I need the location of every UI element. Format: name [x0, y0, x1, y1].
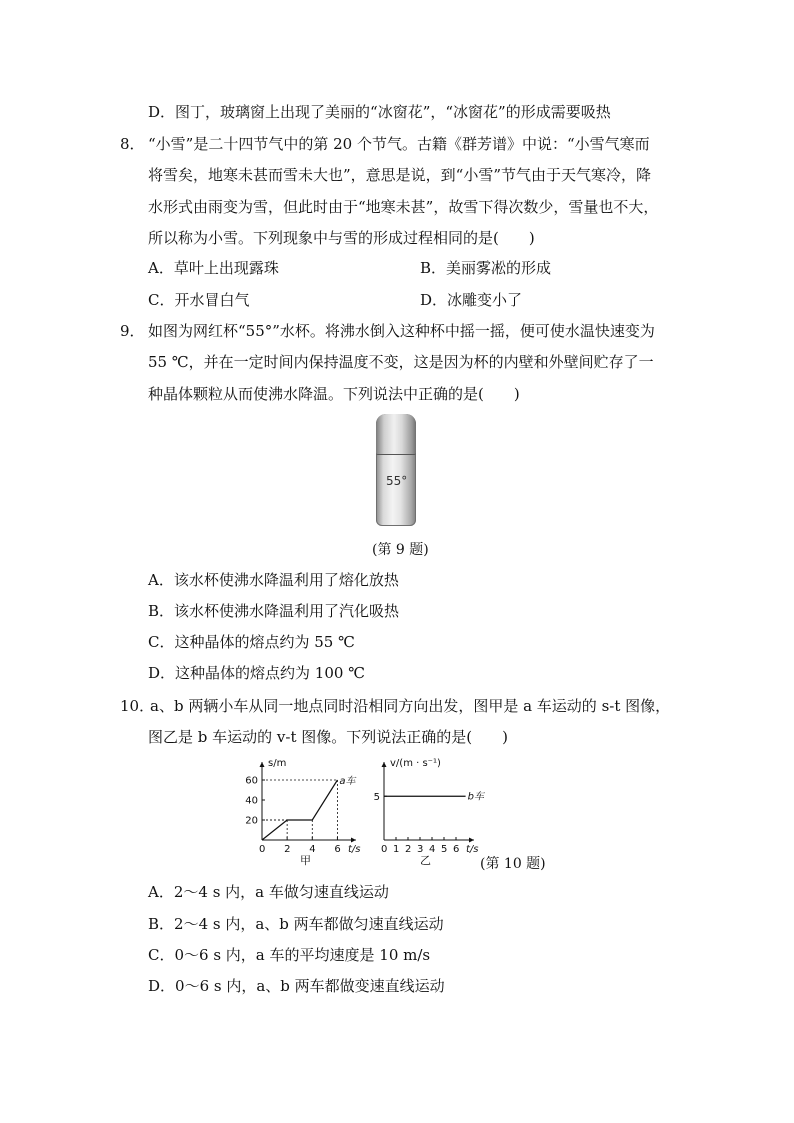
- y-tick-label: 5: [373, 791, 380, 803]
- q8-line-2: 将雪矣，地寒未甚而雪未大也”，意思是说，到“小雪”节气由于天气寒冷，降: [148, 166, 652, 184]
- x-tick-label: 5: [441, 844, 448, 855]
- x-tick-label: 1: [393, 844, 400, 855]
- q10-number: 10．: [120, 697, 155, 715]
- q10-option-b: B．2～4 s 内，a、b 两车都做匀速直线运动: [148, 915, 444, 933]
- q9-option-b: B．该水杯使沸水降温利用了汽化吸热: [148, 602, 400, 620]
- x-axis-arrow: [469, 838, 474, 843]
- q8-option-b: B．美丽雾凇的形成: [420, 259, 552, 277]
- x-tick-label: 2: [284, 844, 291, 855]
- x-tick-label: 0: [259, 844, 266, 855]
- x-tick-label: 2: [405, 844, 412, 855]
- q10-option-c: C．0～6 s 内，a 车的平均速度是 10 m/s: [148, 946, 431, 964]
- y-axis-label: v/(m · s⁻¹): [390, 758, 441, 769]
- q8-line-4: 所以称为小雪。下列现象中与雪的形成过程相同的是( ): [148, 229, 535, 247]
- q9-caption: (第 9 题): [372, 542, 429, 558]
- series-label: a车: [339, 776, 356, 787]
- chart-title: 乙: [420, 854, 431, 867]
- x-tick-label: 0: [381, 844, 388, 855]
- y-tick-label: 60: [245, 775, 258, 787]
- q10-line-1: a、b 两辆小车从同一地点同时沿相同方向出发，图甲是 a 车运动的 s-t 图像，: [150, 697, 671, 715]
- q8-line-3: 水形式由雨变为雪，但此时由于“地寒未甚”，故雪下得次数少，雪量也不大，: [148, 198, 659, 216]
- q9-number: 9．: [120, 322, 145, 340]
- chart-title: 甲: [300, 854, 311, 867]
- x-axis-label: t/s: [466, 844, 479, 855]
- y-axis-arrow: [382, 762, 387, 767]
- x-axis-arrow: [351, 838, 356, 843]
- chart-vt-graph-b: [370, 756, 486, 868]
- x-axis-label: t/s: [348, 844, 361, 855]
- q9-option-a: A．该水杯使沸水降温利用了熔化放热: [148, 571, 399, 589]
- x-tick-label: 6: [453, 844, 460, 855]
- q10-line-2: 图乙是 b 车运动的 v-t 图像。下列说法正确的是( ): [148, 728, 508, 746]
- q10-option-d: D．0～6 s 内，a、b 两车都做变速直线运动: [148, 977, 445, 995]
- q8-line-1: “小雪”是二十四节气中的第 20 个节气。古籍《群芳谱》中说：“小雪气寒而: [148, 135, 650, 153]
- y-axis-arrow: [260, 762, 265, 767]
- y-tick-label: 20: [245, 815, 258, 827]
- q10-caption: (第 10 题): [480, 856, 546, 872]
- q9-line-1: 如图为网红杯“55°”水杯。将沸水倒入这种杯中摇一摇，便可使水温快速变为: [148, 322, 655, 340]
- cup-55-label: 55°: [386, 474, 408, 488]
- q8-option-a: A．草叶上出现露珠: [148, 259, 279, 277]
- x-tick-label: 4: [429, 844, 436, 855]
- series-label: b车: [467, 791, 484, 803]
- y-axis-label: s/m: [268, 758, 287, 769]
- q9-line-3: 种晶体颗粒从而使沸水降温。下列说法中正确的是( ): [148, 385, 520, 403]
- q8-option-d: D．冰雕变小了: [420, 291, 523, 309]
- chart-st-graph-a: [236, 756, 372, 868]
- q9-option-d: D．这种晶体的熔点约为 100 ℃: [148, 664, 365, 682]
- x-tick-label: 4: [309, 844, 316, 855]
- q9-option-c: C．这种晶体的熔点约为 55 ℃: [148, 633, 355, 651]
- q10-option-a: A．2～4 s 内，a 车做匀速直线运动: [148, 883, 389, 901]
- y-tick-label: 40: [245, 795, 258, 807]
- q7-option-d: D．图丁，玻璃窗上出现了美丽的“冰窗花”，“冰窗花”的形成需要吸热: [148, 103, 611, 121]
- x-tick-label: 6: [334, 844, 341, 855]
- water-cup-image: [376, 414, 416, 526]
- series-line: [262, 780, 337, 840]
- q8-number: 8．: [120, 135, 145, 153]
- q9-line-2: 55 ℃，并在一定时间内保持温度不变，这是因为杯的内壁和外壁间贮存了一: [148, 353, 654, 371]
- x-tick-label: 3: [417, 844, 424, 855]
- cup-cap: [376, 414, 416, 455]
- q8-option-c: C．开水冒白气: [148, 291, 250, 309]
